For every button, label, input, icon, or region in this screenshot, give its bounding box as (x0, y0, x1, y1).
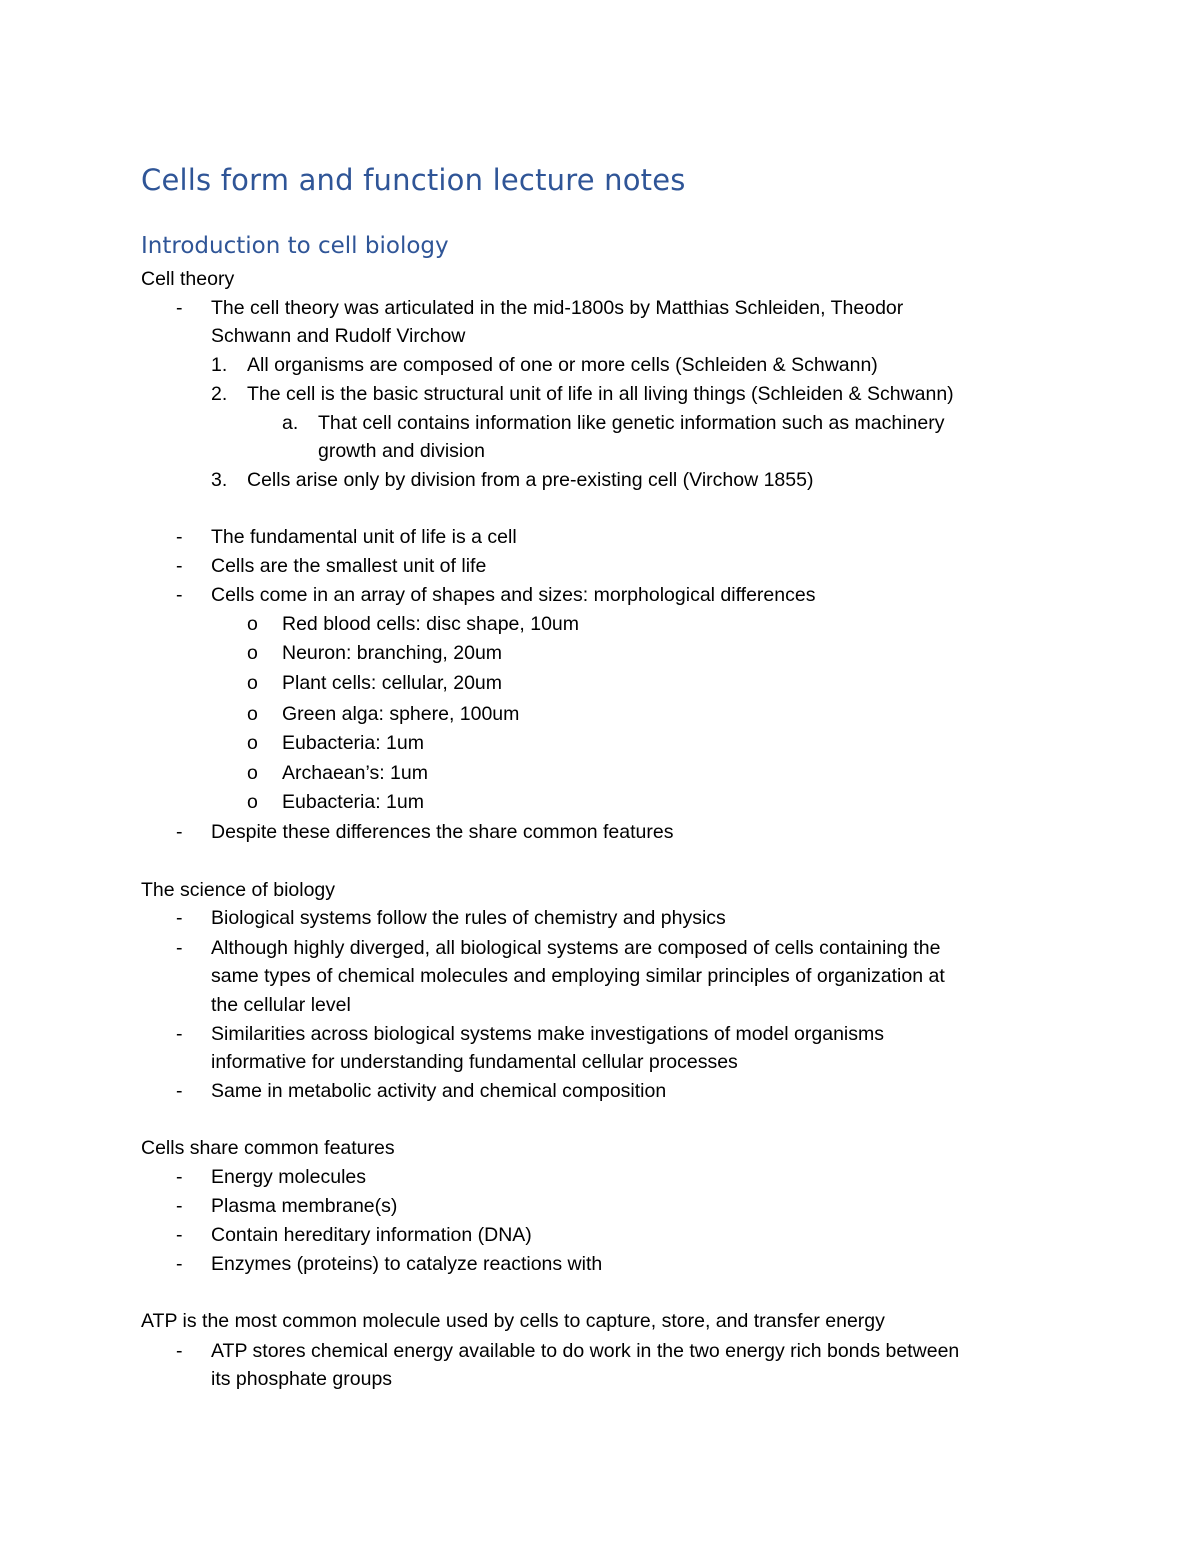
dash-bullet: - (176, 297, 183, 319)
circle-bullet: o (247, 703, 258, 725)
bullet-common-features: Despite these differences the share common features (211, 821, 674, 843)
bullet-highly-diverged: Although highly diverged, all biological systems are composed of cells containing the (211, 937, 941, 959)
cell-type-item: Neuron: branching, 20um (282, 642, 503, 664)
dash-bullet: - (176, 907, 183, 929)
cell-type-item: Green alga: sphere, 100um (282, 703, 520, 725)
circle-bullet: o (247, 613, 258, 635)
bullet-cell-theory-1-cont: Schwann and Rudolf Virchow (211, 325, 466, 347)
letter-marker-a: a. (282, 412, 299, 434)
sub-item-a-cont: growth and division (318, 440, 485, 462)
bullet-rules-chemistry: Biological systems follow the rules of chemistry and physics (211, 907, 726, 929)
circle-bullet: o (247, 642, 258, 664)
sub-item-a: That cell contains information like genetic information such as machinery (318, 412, 945, 434)
bullet-plasma-membrane: Plasma membrane(s) (211, 1195, 398, 1217)
dash-bullet: - (176, 821, 183, 843)
numbered-item-1: All organisms are composed of one or more cells (Schleiden & Schwann) (247, 354, 878, 376)
bullet-atp-stores: ATP stores chemical energy available to do work in the two energy rich bonds between (211, 1340, 960, 1362)
dash-bullet: - (176, 1195, 183, 1217)
bullet-metabolic-activity: Same in metabolic activity and chemical composition (211, 1080, 667, 1102)
dash-bullet: - (176, 1023, 183, 1045)
subheading-atp: ATP is the most common molecule used by cells to capture, store, and transfer energy (141, 1310, 885, 1332)
bullet-atp-stores-cont: its phosphate groups (211, 1368, 393, 1390)
number-marker-1: 1. (211, 354, 228, 376)
dash-bullet: - (176, 1224, 183, 1246)
dash-bullet: - (176, 1166, 183, 1188)
dash-bullet: - (176, 555, 183, 577)
numbered-item-3: Cells arise only by division from a pre-existing cell (Virchow 1855) (247, 469, 814, 491)
cell-type-item: Eubacteria: 1um (282, 791, 424, 813)
circle-bullet: o (247, 672, 258, 694)
bullet-enzymes: Enzymes (proteins) to catalyze reactions with (211, 1253, 603, 1275)
bullet-highly-diverged-cont: same types of chemical molecules and employing similar principles of organization at (211, 965, 945, 987)
dash-bullet: - (176, 584, 183, 606)
dash-bullet: - (176, 1253, 183, 1275)
cell-type-item: Archaean’s: 1um (282, 762, 428, 784)
bullet-shapes-sizes: Cells come in an array of shapes and sizes: morphological differences (211, 584, 816, 606)
dash-bullet: - (176, 1080, 183, 1102)
bullet-similarities-cont: informative for understanding fundamental cellular processes (211, 1051, 738, 1073)
bullet-hereditary-info: Contain hereditary information (DNA) (211, 1224, 532, 1246)
document-title: Cells form and function lecture notes (141, 163, 686, 197)
number-marker-3: 3. (211, 469, 228, 491)
cell-type-item: Plant cells: cellular, 20um (282, 672, 503, 694)
dash-bullet: - (176, 526, 183, 548)
bullet-cell-theory-1: The cell theory was articulated in the mid-1800s by Matthias Schleiden, Theodor (211, 297, 904, 319)
cell-type-item: Red blood cells: disc shape, 10um (282, 613, 580, 635)
subheading-cell-theory: Cell theory (141, 268, 235, 290)
bullet-fundamental-unit: The fundamental unit of life is a cell (211, 526, 517, 548)
dash-bullet: - (176, 937, 183, 959)
bullet-smallest-unit: Cells are the smallest unit of life (211, 555, 487, 577)
subheading-common-features: Cells share common features (141, 1137, 395, 1159)
bullet-energy-molecules: Energy molecules (211, 1166, 366, 1188)
circle-bullet: o (247, 791, 258, 813)
numbered-item-2: The cell is the basic structural unit of life in all living things (Schleiden & Schwann) (247, 383, 954, 405)
dash-bullet: - (176, 1340, 183, 1362)
subheading-science-of-biology: The science of biology (141, 879, 336, 901)
circle-bullet: o (247, 732, 258, 754)
section-heading-intro: Introduction to cell biology (141, 233, 449, 259)
number-marker-2: 2. (211, 383, 228, 405)
bullet-highly-diverged-cont: the cellular level (211, 994, 351, 1016)
cell-type-item: Eubacteria: 1um (282, 732, 424, 754)
bullet-similarities: Similarities across biological systems make investigations of model organisms (211, 1023, 885, 1045)
circle-bullet: o (247, 762, 258, 784)
